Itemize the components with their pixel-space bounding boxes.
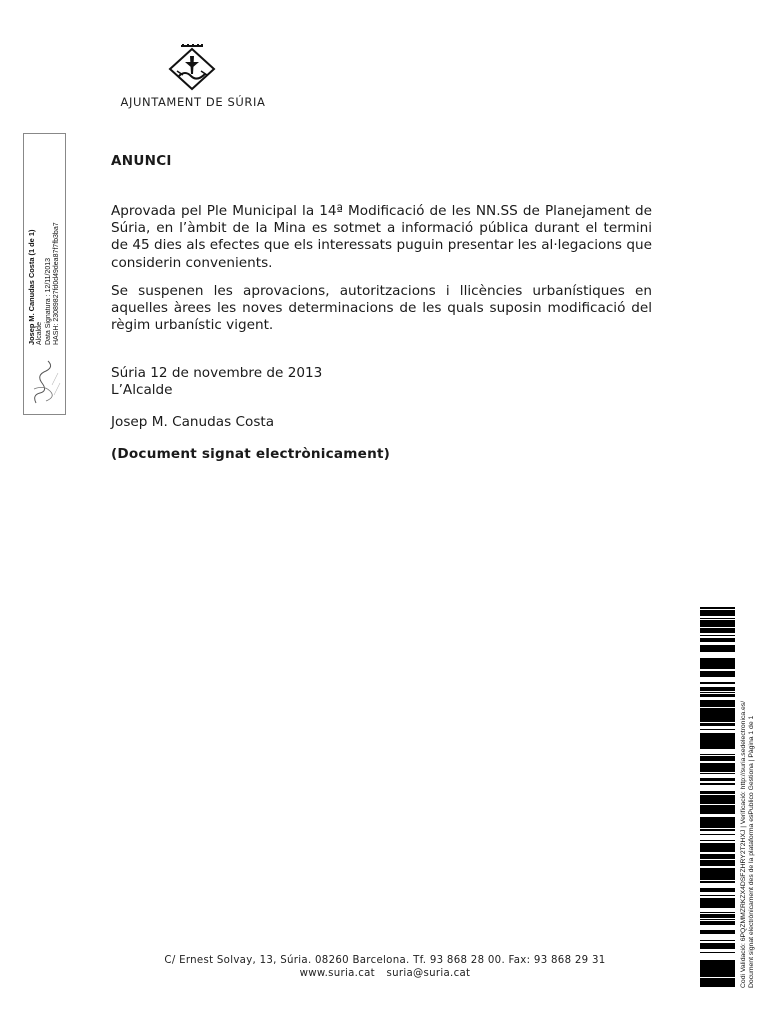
barcode-bar [700,783,735,784]
barcode-bar [700,850,735,851]
barcode-bar [700,917,735,918]
barcode-bar [700,888,735,891]
barcode-bar [700,971,735,972]
barcode-bar [700,812,735,813]
barcode-bar [700,803,735,804]
barcode-bar [700,981,735,984]
signed-note: (Document signat electrònicament) [111,446,391,462]
barcode-bar [700,704,735,706]
barcode-bar [700,834,735,835]
barcode-bar [700,773,735,774]
barcode-bar [700,618,735,619]
barcode-bar [700,754,735,755]
barcode-bar [700,638,735,640]
barcode-bar [700,791,735,794]
barcode-bar [700,827,735,828]
barcode-bar [700,758,735,759]
barcode-bar [700,748,735,749]
barcode-bar [700,682,735,683]
barcode-bar [700,647,735,649]
barcode-bar [700,858,735,859]
barcode-bar [700,778,735,780]
barcode-bar [700,986,735,987]
barcode-bar [700,763,735,765]
barcode-bar [700,690,735,691]
barcode-bar [700,706,735,707]
barcode-bar [700,965,735,966]
barcode-bar [700,688,735,689]
barcode-bar [700,622,735,624]
barcode-bar [700,784,735,785]
barcode-bar [700,650,735,652]
barcode-bar [700,877,735,879]
barcode-bar [700,723,735,726]
signature-date: Data Signatura : 12/11/2013 [44,257,52,345]
document-title: ANUNCI [111,153,172,169]
handwritten-signature-icon [28,355,64,407]
barcode-bar [700,905,735,908]
barcode-bar [700,879,735,880]
barcode-bar [700,945,735,948]
barcode-bar [700,860,735,861]
barcode-bar [700,708,735,709]
barcode-bar [700,700,735,703]
barcode-bar [700,640,735,641]
barcode-bar [700,849,735,850]
signer-name: Josep M. Canudas Costa [111,414,275,430]
barcode-bar [700,719,735,722]
barcode-bar [700,689,735,690]
barcode-bar [700,660,735,661]
barcode-bar [700,912,735,913]
barcode-bar [700,797,735,800]
barcode-bar [700,615,735,616]
barcode-bar [700,631,735,633]
barcode-bar [700,854,735,855]
barcode-bar [700,694,735,695]
barcode-bar [700,962,735,965]
barcode-bar [700,968,735,969]
barcode-bar [700,846,735,849]
barcode-bar [700,940,735,941]
validation-line-1: Codi Validació: 6PQZMMZRKZX4DSFZHRY2T2HXJ | Verificació: http://suria.sedelectronica.es/ [740,700,747,988]
barcode-bar [700,820,735,821]
barcode-bar [700,813,735,814]
barcode-bar [700,712,735,713]
barcode-bar [700,868,735,869]
barcode-bar [700,770,735,772]
barcode-bar [700,856,735,857]
barcode-bar [700,703,735,704]
barcode-bar [700,948,735,949]
barcode-bar [700,716,735,719]
barcode-bar [700,881,735,882]
barcode-bar [700,713,735,716]
barcode-bar [700,746,735,748]
barcode-bar [700,646,735,647]
barcode-bar [700,810,735,812]
barcode-bar [700,671,735,673]
barcode-bar [700,742,735,744]
footer-address: C/ Ernest Solvay, 13, Súria. 08260 Barcelona. Tf. 93 868 28 00. Fax: 93 868 29 31 [164,955,606,966]
barcode-bar [700,795,735,797]
barcode-bar [700,978,735,981]
barcode-bar [700,733,735,735]
barcode-bar [700,662,735,665]
barcode-bar [700,903,735,905]
barcode-bar [700,744,735,746]
barcode-bar [700,739,735,742]
barcode-bar [700,924,735,925]
barcode-bar [700,800,735,803]
signature-hash: HASH: 23089827fd0d49dea87f7fb3ba7 [53,222,61,345]
barcode-bar [700,665,735,667]
barcode-bar [700,960,735,962]
barcode-bar [700,952,735,953]
barcode-bar [700,843,735,844]
signature-role: Alcalde [36,322,44,345]
barcode-bar [700,855,735,856]
barcode-bar [700,969,735,970]
barcode-bar [700,923,735,924]
barcode-bar [700,696,735,697]
barcode-bar [700,895,735,896]
barcode-bar [700,974,735,975]
barcode-bar [700,871,735,872]
barcode-bar [700,645,735,646]
barcode-bar [700,692,735,693]
barcode-bar [700,975,735,977]
barcode-icon [700,606,735,988]
barcode-bar [700,687,735,688]
barcode-bar [700,760,735,761]
signer-role: L’Alcalde [111,382,173,398]
barcode-bar [700,765,735,766]
barcode-bar [700,641,735,642]
barcode-bar [700,683,735,684]
barcode-bar [700,970,735,971]
barcode-bar [700,900,735,902]
validation-line-2: Document signat electrònicament des de la plataforma esPublico Gestiona | Pàgina 1 de 1 [748,715,755,988]
barcode-bar [700,735,735,738]
footer-email[interactable]: suria@suria.cat [386,968,471,979]
organization-name: AJUNTAMENT DE SÚRIA [120,95,266,109]
barcode-bar [700,661,735,662]
barcode-bar [700,729,735,730]
signature-signer: Josep M. Canudas Costa (1 de 1) [27,229,36,345]
barcode-bar [700,914,735,917]
barcode-bar [700,864,735,866]
signature-details [28,133,62,345]
barcode-bar [700,667,735,669]
barcode-bar [700,620,735,622]
barcode-bar [700,882,735,883]
barcode-bar [700,857,735,858]
place-date: Súria 12 de novembre de 2013 [111,365,323,381]
barcode-bar [700,966,735,967]
barcode-bar [700,933,735,934]
barcode-bar [700,851,735,852]
barcode-bar [700,767,735,770]
barcode-bar [700,921,735,923]
footer-contact [90,968,680,979]
barcode-bar [700,649,735,650]
barcode-bar [700,629,735,631]
barcode-bar [700,628,735,629]
barcode-bar [700,902,735,903]
barcode-bar [700,829,735,830]
barcode-bar [700,826,735,827]
barcode-bar [700,709,735,712]
barcode-bar [700,612,735,615]
barcode-bar [700,919,735,920]
barcode-bar [700,676,735,677]
barcode-bar [700,984,735,986]
barcode-bar [700,624,735,627]
barcode-bar [700,869,735,871]
barcode-bar [700,823,735,826]
barcode-bar [700,607,735,608]
barcode-bar [700,830,735,831]
barcode-bar [700,872,735,875]
barcode-bar [700,805,735,808]
barcode-bar [700,608,735,609]
barcode-bar [700,844,735,846]
barcode-bar [700,766,735,767]
barcode-bar [700,930,735,933]
barcode-bar [700,658,735,660]
barcode-bar [700,738,735,739]
barcode-bar [700,967,735,968]
barcode-bar [700,840,735,841]
barcode-bar [700,610,735,612]
barcode-bar [700,756,735,758]
barcode-bar [700,821,735,823]
barcode-bar [700,861,735,864]
paragraph-1: Aprovada pel Ple Municipal la 14ª Modificació de les NN.SS de Planejament de Súria, en l’àmbit de la Mina es sotmet a informació pública durant el termini de 45 dies als efectes que els interessats puguin presentar les al·legacions que considerin convenients. [111,203,652,271]
validation-text [740,588,756,988]
barcode-bar [700,944,735,945]
paragraph-2: Se suspenen les aprovacions, autoritzacions i llicències urbanístiques en aquelles àrees les noves determinacions de les quals suposin modificació del règim urbanístic vigent. [111,283,652,334]
barcode-bar [700,635,735,636]
barcode-bar [700,891,735,892]
barcode-bar [700,943,735,944]
barcode-bar [700,898,735,900]
barcode-bar [700,759,735,760]
barcode-bar [700,972,735,974]
barcode-bar [700,780,735,781]
barcode-bar [700,808,735,810]
barcode-bar [700,695,735,696]
municipal-coat-of-arms-icon [163,44,221,92]
barcode-bar [700,817,735,819]
barcode-bar [700,819,735,820]
barcode-bar [700,673,735,676]
footer-website[interactable]: www.suria.cat [299,968,375,979]
barcode-bar [700,875,735,877]
